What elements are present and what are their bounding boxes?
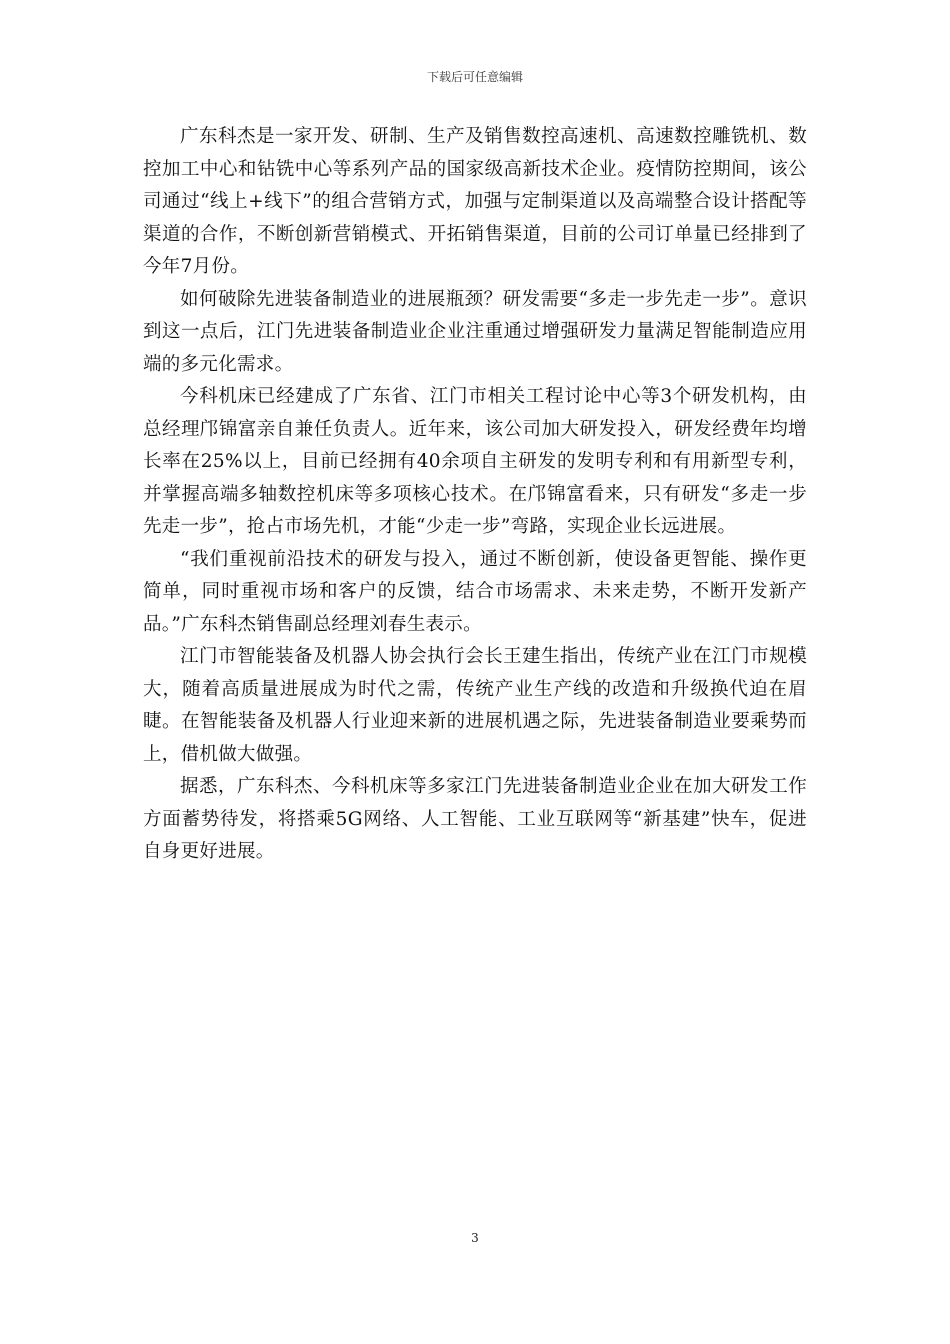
page-number: 3 bbox=[471, 1231, 479, 1245]
paragraph-kejie-intro: 广东科杰是一家开发、研制、生产及销售数控高速机、高速数控雕铣机、数控加工中心和钻铣中心等系列产品的国家级高新技术企业。疫情防控期间，该公司通过“线上+线下”的组合营销方式，加强与定制渠道以及高端整合设计搭配等渠道的合作，不断创新营销模式、开拓销售渠道，目前的公司订单量已经排到了今年7月份。 bbox=[143, 126, 807, 277]
paragraph-new-infrastructure: 据悉，广东科杰、今科机床等多家江门先进装备制造业企业在加大研发工作方面蓄势待发，将搭乘5G网络、人工智能、工业互联网等“新基建”快车，促进自身更好进展。 bbox=[143, 776, 807, 862]
document-body bbox=[143, 121, 807, 869]
paragraph-quote-liu: “我们重视前沿技术的研发与投入，通过不断创新，使设备更智能、操作更简单，同时重视市场和客户的反馈，结合市场需求、未来走势，不断开发新产品。”广东科杰销售副总经理刘春生表示。 bbox=[143, 548, 807, 635]
page-header: 下载后可任意编辑 bbox=[426, 70, 523, 84]
paragraph-rd-bottleneck: 如何破除先进装备制造业的进展瓶颈？研发需要“多走一步先走一步”。意识到这一点后，江门先进装备制造业企业注重通过增强研发力量满足智能制造应用端的多元化需求。 bbox=[143, 288, 807, 375]
paragraph-association-wang: 江门市智能装备及机器人协会执行会长王建生指出，传统产业在江门市规模大，随着高质量进展成为时代之需，传统产业生产线的改造和升级换代迫在眉睫。在智能装备及机器人行业迎来新的进展机遇之际，先进装备制造业要乘势而上，借机做大做强。 bbox=[143, 646, 807, 765]
paragraph-jinke-machine: 今科机床已经建成了广东省、江门市相关工程讨论中心等3个研发机构，由总经理邝锦富亲自兼任负责人。近年来，该公司加大研发投入，研发经费年均增长率在25%以上，目前已经拥有40余项自主研发的发明专利和有用新型专利，并掌握高端多轴数控机床等多项核心技术。在邝锦富看来，只有研发“多走一步先走一步”，抢占市场先机，才能“少走一步”弯路，实现企业长远进展。 bbox=[143, 386, 807, 537]
